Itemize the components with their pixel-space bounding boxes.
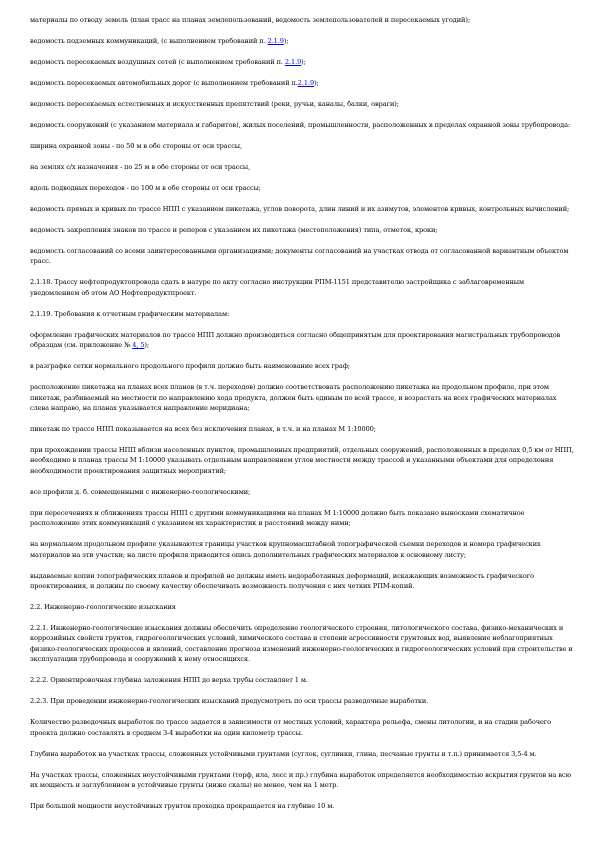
paragraph: [30, 361, 574, 371]
paragraph: [30, 717, 574, 738]
paragraph: [30, 120, 574, 130]
paragraph-text: Количество разведочных выработок по трассе задается в зависимости от местных условий, характера рельефа, смены литологии, и на стадии рабочего проекта должно составлять в среднем 3-4 выработки на один километр трассы.: [30, 718, 551, 737]
paragraph: [30, 539, 574, 560]
paragraph-text: Глубина выработок на участках трассы, сложенных устойчивыми грунтами (суглок, суглинки, глина, песчаные грунты и т.п.) принимается 3,5-4 м.: [30, 749, 537, 758]
paragraph: [30, 623, 574, 665]
paragraph: [30, 487, 574, 497]
paragraph: [30, 204, 574, 214]
paragraph-text: вдоль подводных переходов - по 100 м в обе стороны от оси трассы;: [30, 184, 261, 192]
paragraph: [30, 696, 574, 706]
paragraph: [30, 78, 574, 88]
paragraph-text-tail: );: [314, 79, 319, 87]
paragraph-text: ведомость пересекаемых воздушных сетей (с выполнением требований п.: [30, 58, 285, 66]
paragraph-text: выдаваемые копии топографических планов и профилей не должны иметь недоработанных деформаций, искажающих возможность графического проектирования, и должны по своему качеству обеспечивать возможность получения с них четких РПМ-копий.: [30, 571, 534, 591]
paragraph-text: в разграфке сетки нормального продольного профиля должно быть наименование всех граф;: [30, 362, 350, 371]
paragraph: [30, 183, 574, 193]
paragraph: [30, 749, 574, 759]
paragraph-text: все профили д. б. совмещенными с инженерно-геологическими;: [30, 487, 251, 496]
paragraph-text: 2.1.19. Требования к отчетным графическим материалам:: [30, 309, 230, 318]
section-link[interactable]: 2.1.9: [284, 58, 302, 66]
paragraph-text: 2.2.2. Ориентировочная глубина заложения НПП до верха трубы составляет 1 м.: [30, 676, 308, 685]
paragraph-text: пикетаж по трассе НПП показывается на всех без исключения планах, в т.ч. и на планах М 1:10000;: [30, 425, 376, 434]
paragraph-text: на нормальном продольном профиле указываются границы участков крупномасштабной топографической съемки переходов и номера графических материалов на эти участки; на листе профиля приводится опись дополнительных графических материалов к основному листу;: [30, 540, 541, 559]
paragraph: [30, 801, 574, 811]
paragraph-text: 2.2.1. Инженерно-геологические изыскания должны обеспечить определение геологического строения, литологического состава, физико-механических и коррозийных свойств грунтов, гидрогеологических условий, химического состава и степени агрессивности грунтовых вод, выявление неблагоприятных физико-геологических процессов и явлений, составление прогноза изменений инженерно-геологических и гидрогеологических условий при строительстве и эксплуатации трубопровода и сооружений к нему относящихся.: [30, 624, 573, 664]
paragraph: [30, 277, 574, 298]
document-body: [30, 15, 574, 822]
paragraph-text-tail: );: [283, 37, 289, 45]
section-link[interactable]: 2.1.9: [267, 37, 284, 45]
paragraph-text: ведомость пересекаемых естественных и искусственных препятствий (реки, ручьи, каналы, балки, овраги);: [30, 100, 399, 108]
paragraph-text: материалы по отводу земель (план трасс на планах землепользований, ведомость землепользователей и пересекаемых угодий);: [30, 16, 470, 24]
section-link[interactable]: 2.1.9: [297, 79, 315, 87]
paragraph: [30, 141, 574, 151]
paragraph-text: 2.1.18. Трассу нефтепродуктопровода сдать в натуре по акту согласно инструкции РПМ-1151 представителю застройщика с заблаговременным уведомлением об этом АО Нефтепродуктпроект.: [30, 278, 524, 297]
paragraph-text: при прохождении трассы НПП вблизи населенных пунктов, промышленных предприятий, отдельных сооружений, расположенных в пределах 0,5 км от НПП, необходимо в планах трассы М 1:10000 указывать отдельным направлением углов местности между трассой и указанными объектами для определения необходимости проектирования защитных мероприятий;: [30, 446, 574, 475]
section-link[interactable]: 4, 5: [132, 341, 145, 350]
paragraph-text: ведомость прямых и кривых по трассе НПП с указанием пикетажа, углов поворота, длин линий и их азимутов, элементов кривых, контрольных вычислений;: [30, 205, 570, 213]
paragraph-text: ведомость сооружений (с указанием материала и габаритов), жилых поселений, промышленности, расположенных в пределах охранной зоны трубопровода:: [30, 121, 571, 129]
paragraph: [30, 424, 574, 434]
paragraph: [30, 246, 574, 267]
paragraph: [30, 57, 574, 67]
paragraph: [30, 36, 574, 46]
paragraph: [30, 15, 574, 25]
paragraph-text: При большой мощности неустойчивых грунтов проходка прекращается на глубине 10 м.: [30, 802, 335, 811]
paragraph-text: на землях с/х назначения - по 25 м в обе стороны от оси трассы,: [30, 163, 251, 171]
paragraph-text: ширина охранной зоны - по 50 м в обе стороны от оси трассы,: [30, 142, 242, 150]
paragraph: [30, 309, 574, 319]
paragraph-text: На участках трассы, сложенных неустойчивыми грунтами (торф, ила, лесс и пр.) глубина выработок определяется необходимостью вскрытия грунтов на всю их мощность и заглублением в устойчивые грунты (ниже скалы) не менее, чем на 1 метр.: [30, 770, 572, 790]
paragraph: [30, 571, 574, 592]
paragraph: [30, 162, 574, 172]
paragraph-text: ведомость пересекаемых автомобильных дорог (с выполнением требований п.: [30, 79, 298, 87]
paragraph: [30, 602, 574, 612]
paragraph-text: ведомость закрепления знаков по трассе и реперов с указанием их пикетажа (местоположения) типа, отметок, кроки;: [30, 226, 438, 234]
paragraph: [30, 770, 574, 791]
paragraph-text: оформление графических материалов по трассе НПП должно производиться согласно общепринятым для проектирования магистральных трубопроводов образцам (см. приложение №: [30, 330, 561, 350]
paragraph: [30, 508, 574, 529]
paragraph-text: 2.2. Инженерно-геологические изыскания: [30, 603, 176, 612]
paragraph-text-tail: );: [301, 58, 306, 66]
paragraph-text: расположение пикетажа на планах всех планов (в т.ч. переходов) должно соответствовать расположению пикетажа на продольном профиле, при этом пикетаж, разбиваемый на местности по направлению хода продукта, должен быть единым по всей трассе, и возрастать на всех графических материалах слева направо, на планах указывается направление меридиана;: [30, 383, 557, 413]
paragraph: [30, 99, 574, 109]
paragraph-text: при пересечениях и сближениях трассы НПП с другими коммуникациями на планах М 1:10000 должно быть показано выносками схематичное расположение этих коммуникаций с указанием их характеристик и расстояний между ними;: [30, 508, 525, 528]
paragraph: [30, 445, 574, 476]
paragraph: [30, 675, 574, 685]
paragraph-text: ведомость согласований со всеми заинтересованными организациями; документы согласований на участках отвода от согласованной вариантным объектом трасс.: [30, 247, 569, 266]
paragraph: [30, 330, 574, 351]
paragraph: [30, 225, 574, 235]
paragraph-text-tail: );: [144, 341, 150, 350]
paragraph-text: ведомость подземных коммуникаций, (с выполнением требований п.: [30, 37, 268, 45]
paragraph-text: 2.2.3. При проведении инженерно-геологических изысканий предусмотреть по оси трассы разведочные выработки.: [30, 697, 429, 706]
paragraph: [30, 382, 574, 413]
